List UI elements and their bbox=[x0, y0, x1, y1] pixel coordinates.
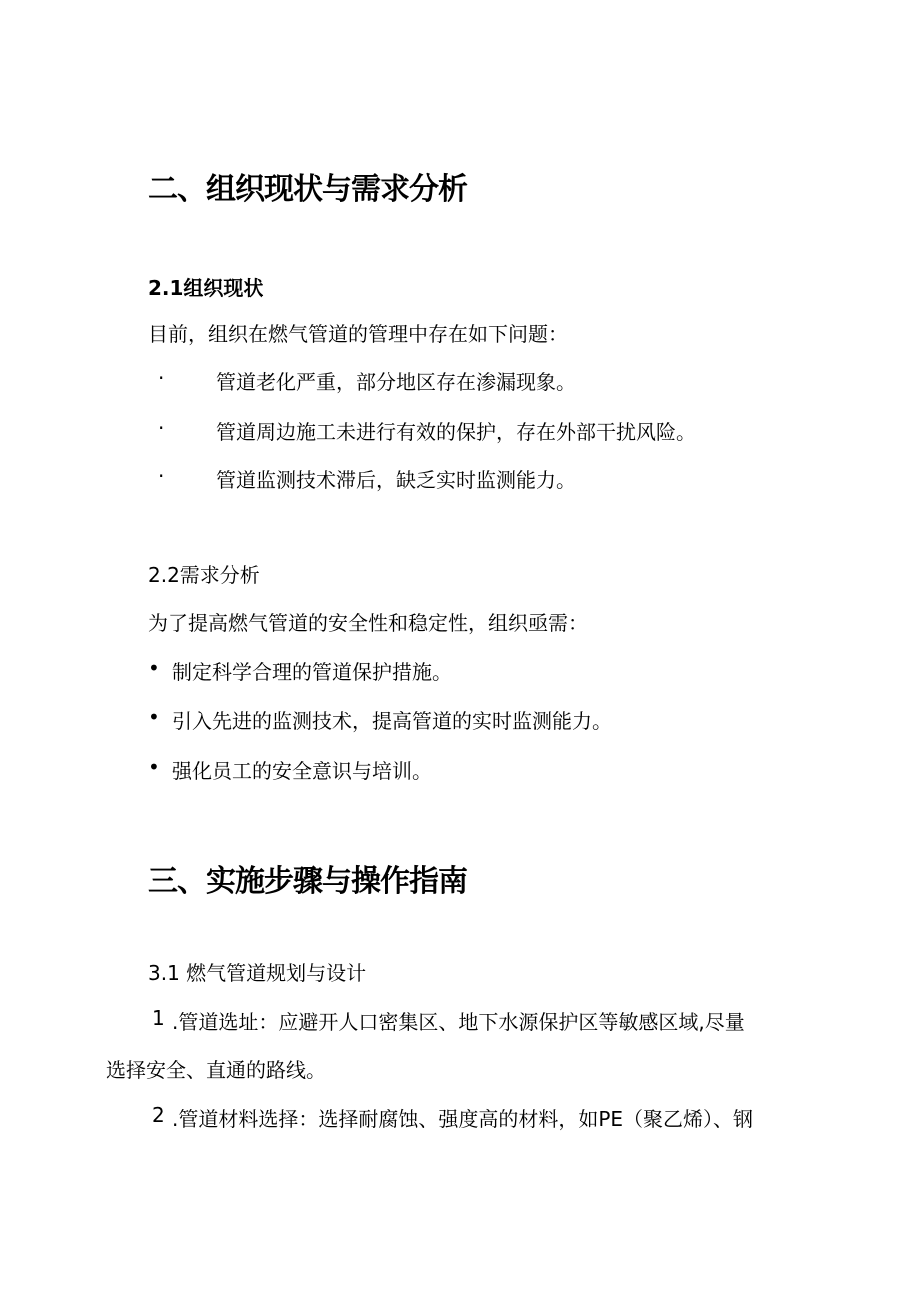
subsection-title-2-2: 2.2需求分析 bbox=[148, 563, 260, 587]
subsection-title-2-1: 2.1组织现状 bbox=[148, 276, 264, 300]
list-item: 管道老化严重，部分地区存在渗漏现象。 bbox=[216, 370, 576, 394]
bullet-marker: • bbox=[148, 656, 160, 680]
paragraph-intro-2-2: 为了提高燃气管道的安全性和稳定性，组织亟需： bbox=[148, 611, 588, 635]
paragraph-intro-2-1: 目前，组织在燃气管道的管理中存在如下问题： bbox=[148, 322, 568, 346]
bullet-marker: • bbox=[148, 705, 160, 729]
bullet-marker: · bbox=[158, 416, 165, 440]
subsection-title-3-1: 3.1 燃气管道规划与设计 bbox=[148, 961, 367, 985]
list-marker: 1 bbox=[152, 1006, 165, 1030]
list-item-line: .管道材料选择：选择耐腐蚀、强度高的材料，如PE（聚乙烯）、钢 bbox=[172, 1107, 754, 1131]
list-item: 制定科学合理的管道保护措施。 bbox=[172, 660, 452, 684]
section-heading-2: 二、组织现状与需求分析 bbox=[148, 172, 467, 207]
bullet-marker: · bbox=[158, 366, 165, 390]
list-item-line: .管道选址：应避开人口密集区、地下水源保护区等敏感区域,尽量 bbox=[172, 1010, 745, 1034]
list-item: 引入先进的监测技术，提高管道的实时监测能力。 bbox=[172, 709, 612, 733]
list-item-line: 选择安全、直通的路线。 bbox=[106, 1058, 326, 1082]
list-item: 强化员工的安全意识与培训。 bbox=[172, 759, 432, 783]
section-heading-3: 三、实施步骤与操作指南 bbox=[148, 864, 467, 899]
bullet-marker: • bbox=[148, 755, 160, 779]
list-item: 管道监测技术滞后，缺乏实时监测能力。 bbox=[216, 468, 576, 492]
list-marker: 2 bbox=[152, 1103, 165, 1127]
list-item: 管道周边施工未进行有效的保护，存在外部干扰风险。 bbox=[216, 420, 696, 444]
bullet-marker: · bbox=[158, 464, 165, 488]
